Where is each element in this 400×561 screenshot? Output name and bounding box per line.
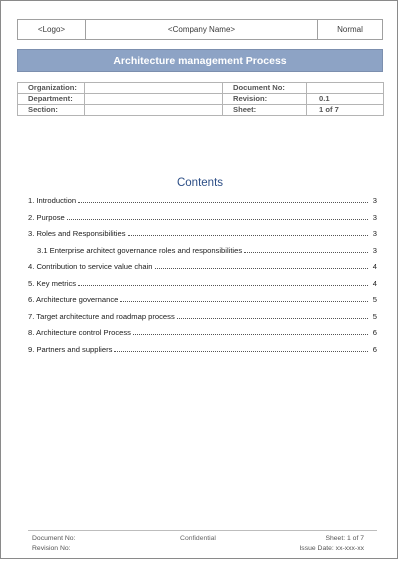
toc-leader-dots	[244, 251, 368, 253]
toc-entry-page: 4	[372, 278, 377, 288]
department-label: Department:	[18, 94, 85, 105]
logo-placeholder: <Logo>	[18, 20, 86, 39]
toc-leader-dots	[78, 284, 368, 286]
toc-leader-dots	[114, 350, 368, 352]
toc-leader-dots	[133, 333, 368, 335]
department-value	[85, 94, 223, 105]
organization-label: Organization:	[18, 83, 85, 94]
header-table	[17, 19, 383, 40]
toc-entry[interactable]	[28, 246, 377, 256]
footer-sheet: Sheet: 1 of 7	[325, 535, 364, 542]
footer-row	[32, 534, 364, 544]
toc-entry[interactable]	[28, 279, 377, 289]
toc-entry-page: 3	[372, 245, 377, 255]
classification-label: Normal	[337, 25, 363, 34]
toc-entry[interactable]	[28, 328, 377, 338]
info-row	[18, 83, 384, 94]
toc-entry-label: 4. Contribution to service value chain	[28, 262, 153, 271]
toc-entry-page: 4	[372, 262, 377, 271]
document-no-label: Document No:	[223, 83, 307, 94]
toc-entry-label: 1. Introduction	[28, 196, 77, 205]
toc-entry-page: 3	[372, 212, 377, 222]
toc-entry-label: 9. Partners and suppliers	[28, 344, 113, 354]
section-value	[85, 105, 223, 116]
footer-issue-date: Issue Date: xx-xxx-xx	[299, 545, 364, 552]
info-row	[18, 94, 384, 105]
document-info-table	[17, 82, 384, 116]
toc-entry-label: 8. Architecture control Process	[28, 328, 131, 337]
document-title: Architecture management Process	[17, 49, 383, 72]
toc-entry-label: 5. Key metrics	[28, 278, 77, 288]
company-name: <Company Name>	[86, 20, 318, 39]
toc-entry-label: 7. Target architecture and roadmap process	[28, 311, 175, 321]
contents-heading: Contents	[176, 177, 224, 189]
page-footer	[32, 534, 364, 554]
toc-leader-dots	[177, 317, 368, 319]
sheet-label: Sheet:	[223, 105, 307, 116]
toc-leader-dots	[67, 218, 368, 220]
document-no-value	[307, 83, 384, 94]
toc-entry[interactable]	[28, 196, 377, 206]
footer-confidential: Confidential	[180, 535, 216, 542]
toc-entry-page: 3	[372, 196, 377, 205]
toc-leader-dots	[78, 201, 368, 203]
toc-leader-dots	[120, 300, 368, 302]
toc-entry-page: 6	[372, 328, 377, 337]
section-label: Section:	[18, 105, 85, 116]
toc-leader-dots	[128, 234, 368, 236]
toc-entry-label: 3. Roles and Responsibilities	[28, 229, 126, 238]
toc-entry-label: 2. Purpose	[28, 212, 65, 222]
toc-entry[interactable]	[28, 295, 377, 305]
toc-entry-label: 6. Architecture governance	[28, 295, 119, 304]
toc-entry[interactable]	[28, 312, 377, 322]
toc-entry[interactable]	[28, 345, 377, 355]
toc-entry[interactable]	[28, 229, 377, 239]
toc-entry[interactable]	[28, 213, 377, 223]
revision-label: Revision:	[223, 94, 307, 105]
organization-value	[85, 83, 223, 94]
footer-spacer	[158, 544, 238, 554]
footer-row	[32, 544, 364, 554]
info-row	[18, 105, 384, 116]
revision-value: 0.1	[307, 94, 384, 105]
toc-entry[interactable]	[28, 262, 377, 272]
footer-revision-no: Revision No:	[32, 545, 71, 552]
toc-entry-page: 5	[372, 311, 377, 321]
toc-entry-page: 3	[372, 229, 377, 238]
footer-document-no: Document No:	[32, 535, 76, 542]
sheet-value: 1 of 7	[307, 105, 384, 116]
toc-entry-page: 5	[372, 295, 377, 304]
toc-leader-dots	[155, 267, 368, 269]
footer-divider	[28, 530, 377, 531]
toc-entry-label: 3.1 Enterprise architect governance roles and responsibilities	[37, 245, 243, 255]
toc-entry-page: 6	[372, 344, 377, 354]
table-of-contents	[28, 196, 377, 355]
